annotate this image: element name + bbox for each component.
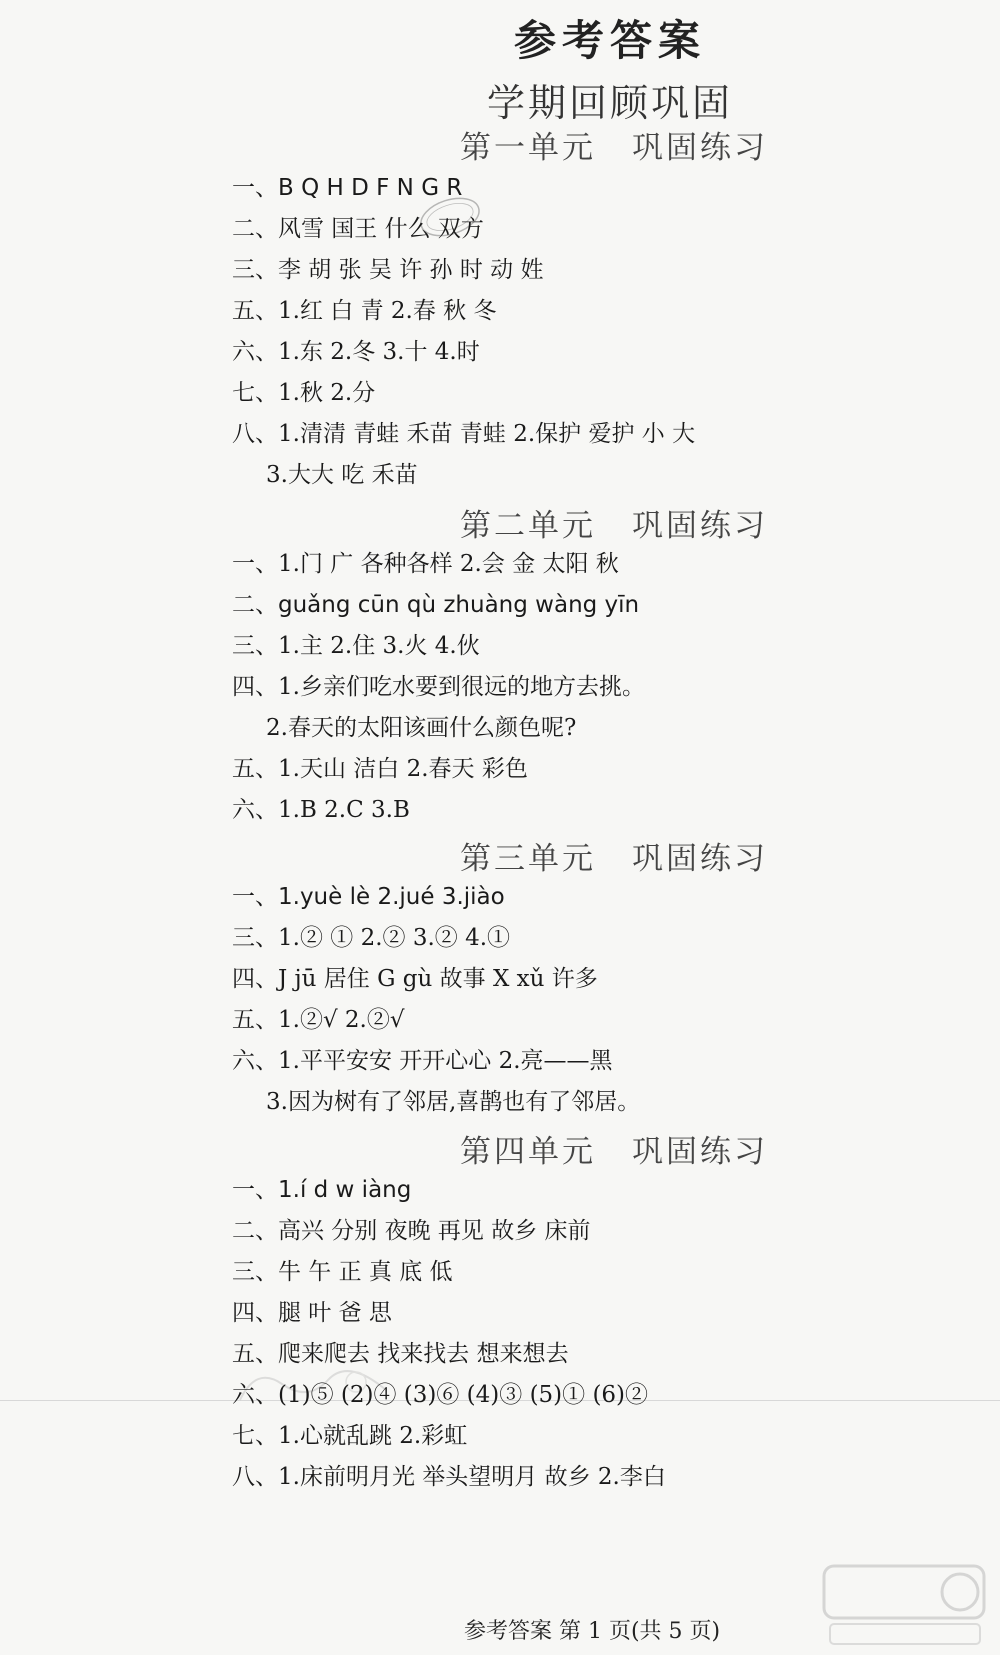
- unit-2-answer-4: 四、1.乡亲们吃水要到很远的地方去挑。: [232, 674, 645, 700]
- unit-2-answer-5: 五、1.天山 洁白 2.春天 彩色: [232, 756, 528, 782]
- unit-2-answer-6: 六、1.B 2.C 3.B: [232, 797, 410, 823]
- unit-4-answer-8: 八、1.床前明月光 举头望明月 故乡 2.李白: [232, 1464, 666, 1490]
- unit-1-answer-3: 三、李 胡 张 吴 许 孙 时 动 姓: [232, 257, 544, 283]
- page-subtitle: 学期回顾巩固: [486, 81, 733, 125]
- unit-4-title: 第四单元 巩固练习: [460, 1134, 768, 1170]
- unit-4-answer-7: 七、1.心就乱跳 2.彩虹: [232, 1423, 468, 1449]
- unit-4-answer-4: 四、腿 叶 爸 思: [232, 1300, 392, 1326]
- unit-4-answer-2: 二、高兴 分别 夜晚 再见 故乡 床前: [232, 1218, 591, 1244]
- unit-2-answer-3: 三、1.主 2.住 3.火 4.伙: [232, 633, 480, 659]
- unit-4-answer-3: 三、牛 午 正 真 底 低: [232, 1259, 453, 1285]
- unit-3-answer-5: 五、1.②√ 2.②√: [232, 1007, 405, 1033]
- page-title: 参考答案: [513, 16, 706, 65]
- unit-4-answer-1: 一、1.í d w iàng: [232, 1177, 412, 1203]
- unit-2-answer-2: 二、guǎng cūn qù zhuàng wàng yīn: [232, 592, 640, 618]
- unit-1-answer-8-cont: 3.大大 吃 禾苗: [266, 462, 418, 488]
- unit-2-answer-1: 一、1.门 广 各种各样 2.会 金 太阳 秋: [232, 551, 619, 577]
- unit-1-answer-8: 八、1.清清 青蛙 禾苗 青蛙 2.保护 爱护 小 大: [232, 421, 696, 447]
- unit-3-answer-4: 四、J jū 居住 G gù 故事 X xǔ 许多: [232, 966, 598, 992]
- unit-2-answer-4-cont: 2.春天的太阳该画什么颜色呢?: [266, 715, 577, 741]
- unit-3-answer-6-cont: 3.因为树有了邻居,喜鹊也有了邻居。: [266, 1089, 641, 1115]
- unit-3-answer-3: 三、1.② ① 2.② 3.② 4.①: [232, 925, 511, 951]
- unit-2-title: 第二单元 巩固练习: [460, 508, 768, 544]
- page-footer: 参考答案 第 1 页(共 5 页): [464, 1619, 721, 1644]
- unit-1-answer-6: 六、1.东 2.冬 3.十 4.时: [232, 339, 480, 365]
- unit-3-title: 第三单元 巩固练习: [460, 841, 768, 877]
- unit-1-answer-5: 五、1.红 白 青 2.春 秋 冬: [232, 298, 497, 324]
- unit-1-answer-1: 一、B Q H D F N G R: [232, 175, 463, 201]
- site-watermark-icon: [820, 1560, 990, 1650]
- unit-1-answer-7: 七、1.秋 2.分: [232, 380, 376, 406]
- unit-1-answer-2: 二、风雪 国王 什么 双方: [232, 216, 484, 242]
- unit-3-answer-1: 一、1.yuè lè 2.jué 3.jiào: [232, 884, 505, 910]
- unit-4-answer-5: 五、爬来爬去 找来找去 想来想去: [232, 1341, 569, 1367]
- unit-1-title: 第一单元 巩固练习: [460, 130, 768, 166]
- unit-4-answer-6: 六、(1)⑤ (2)④ (3)⑥ (4)③ (5)① (6)②: [232, 1382, 649, 1408]
- unit-3-answer-6: 六、1.平平安安 开开心心 2.亮——黑: [232, 1048, 613, 1074]
